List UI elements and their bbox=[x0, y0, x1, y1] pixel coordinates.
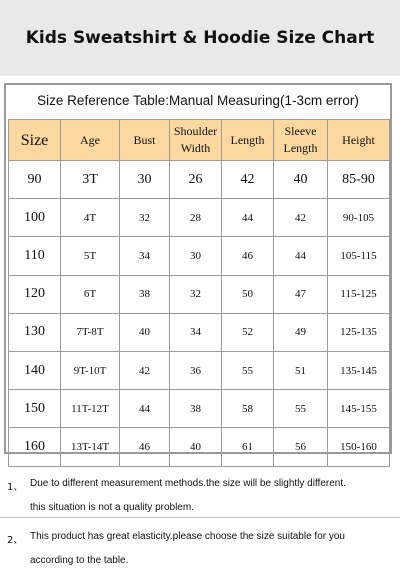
cell-bust: 38 bbox=[120, 275, 170, 313]
cell-height: 135-145 bbox=[328, 351, 390, 389]
cell-height: 150-160 bbox=[328, 428, 390, 466]
cell-length: 50 bbox=[222, 275, 274, 313]
cell-length: 44 bbox=[222, 199, 274, 237]
size-table-frame bbox=[4, 83, 392, 454]
cell-size: 160 bbox=[9, 428, 61, 466]
cell-sleeve-length: 56 bbox=[274, 428, 328, 466]
chart-title: Kids Sweatshirt & Hoodie Size Chart bbox=[25, 28, 375, 48]
table-row bbox=[9, 313, 390, 351]
cell-age: 9T-10T bbox=[61, 351, 120, 389]
note-1-number: 1、 bbox=[7, 482, 24, 493]
cell-age: 11T-12T bbox=[61, 390, 120, 428]
note-2-number: 2、 bbox=[7, 535, 24, 546]
cell-bust: 32 bbox=[120, 199, 170, 237]
table-body bbox=[9, 161, 390, 467]
cell-bust: 44 bbox=[120, 390, 170, 428]
table-row bbox=[9, 237, 390, 275]
cell-size: 130 bbox=[9, 313, 61, 351]
header-shoulder-line2: Width bbox=[180, 141, 211, 155]
cell-sleeve-length: 42 bbox=[274, 199, 328, 237]
table-row bbox=[9, 161, 390, 199]
table-row bbox=[9, 390, 390, 428]
cell-sleeve-length: 40 bbox=[274, 161, 328, 199]
header-sleeve-line2: Length bbox=[283, 141, 318, 155]
cell-size: 100 bbox=[9, 199, 61, 237]
cell-length: 58 bbox=[222, 390, 274, 428]
size-table bbox=[8, 119, 390, 467]
table-row bbox=[9, 351, 390, 389]
notes-divider bbox=[0, 517, 400, 518]
note-2-continuation-text: according to the table. bbox=[30, 555, 129, 566]
cell-size: 150 bbox=[9, 390, 61, 428]
cell-height: 145-155 bbox=[328, 390, 390, 428]
table-row bbox=[9, 275, 390, 313]
cell-sleeve-length: 49 bbox=[274, 313, 328, 351]
cell-height: 115-125 bbox=[328, 275, 390, 313]
cell-shoulder-width: 28 bbox=[170, 199, 222, 237]
cell-shoulder-width: 40 bbox=[170, 428, 222, 466]
header-age: Age bbox=[61, 120, 120, 161]
note-1-text: Due to different measurement methods.the size will be slightly different. bbox=[30, 478, 346, 489]
cell-shoulder-width: 30 bbox=[170, 237, 222, 275]
header-shoulder-width bbox=[170, 120, 222, 161]
cell-length: 46 bbox=[222, 237, 274, 275]
cell-height: 105-115 bbox=[328, 237, 390, 275]
cell-age: 13T-14T bbox=[61, 428, 120, 466]
cell-size: 110 bbox=[9, 237, 61, 275]
header-height: Height bbox=[328, 120, 390, 161]
cell-sleeve-length: 47 bbox=[274, 275, 328, 313]
cell-size: 90 bbox=[9, 161, 61, 199]
cell-age: 7T-8T bbox=[61, 313, 120, 351]
cell-bust: 30 bbox=[120, 161, 170, 199]
cell-length: 55 bbox=[222, 351, 274, 389]
note-1-continuation-text: this situation is not a quality problem. bbox=[30, 502, 194, 513]
cell-bust: 34 bbox=[120, 237, 170, 275]
cell-length: 52 bbox=[222, 313, 274, 351]
cell-age: 3T bbox=[61, 161, 120, 199]
cell-shoulder-width: 32 bbox=[170, 275, 222, 313]
header-sleeve-length bbox=[274, 120, 328, 161]
reference-caption: Size Reference Table:Manual Measuring(1-3cm error) bbox=[37, 93, 359, 108]
cell-bust: 42 bbox=[120, 351, 170, 389]
cell-age: 5T bbox=[61, 237, 120, 275]
table-header-row bbox=[9, 120, 390, 161]
title-band bbox=[0, 0, 400, 76]
cell-height: 125-135 bbox=[328, 313, 390, 351]
cell-shoulder-width: 38 bbox=[170, 390, 222, 428]
cell-shoulder-width: 36 bbox=[170, 351, 222, 389]
cell-height: 90-105 bbox=[328, 199, 390, 237]
cell-sleeve-length: 55 bbox=[274, 390, 328, 428]
cell-height: 85-90 bbox=[328, 161, 390, 199]
cell-size: 140 bbox=[9, 351, 61, 389]
cell-age: 4T bbox=[61, 199, 120, 237]
cell-sleeve-length: 44 bbox=[274, 237, 328, 275]
header-bust: Bust bbox=[120, 120, 170, 161]
note-2-text: This product has great elasticity.please choose the size suitable for you bbox=[30, 531, 345, 542]
cell-shoulder-width: 26 bbox=[170, 161, 222, 199]
cell-bust: 40 bbox=[120, 313, 170, 351]
cell-length: 42 bbox=[222, 161, 274, 199]
table-row bbox=[9, 199, 390, 237]
header-shoulder-line1: Shoulder bbox=[173, 124, 218, 138]
header-length: Length bbox=[222, 120, 274, 161]
cell-size: 120 bbox=[9, 275, 61, 313]
cell-bust: 46 bbox=[120, 428, 170, 466]
table-row bbox=[9, 428, 390, 466]
cell-sleeve-length: 51 bbox=[274, 351, 328, 389]
header-sleeve-line1: Sleeve bbox=[284, 124, 317, 138]
cell-shoulder-width: 34 bbox=[170, 313, 222, 351]
cell-age: 6T bbox=[61, 275, 120, 313]
cell-length: 61 bbox=[222, 428, 274, 466]
header-size: Size bbox=[9, 120, 61, 161]
